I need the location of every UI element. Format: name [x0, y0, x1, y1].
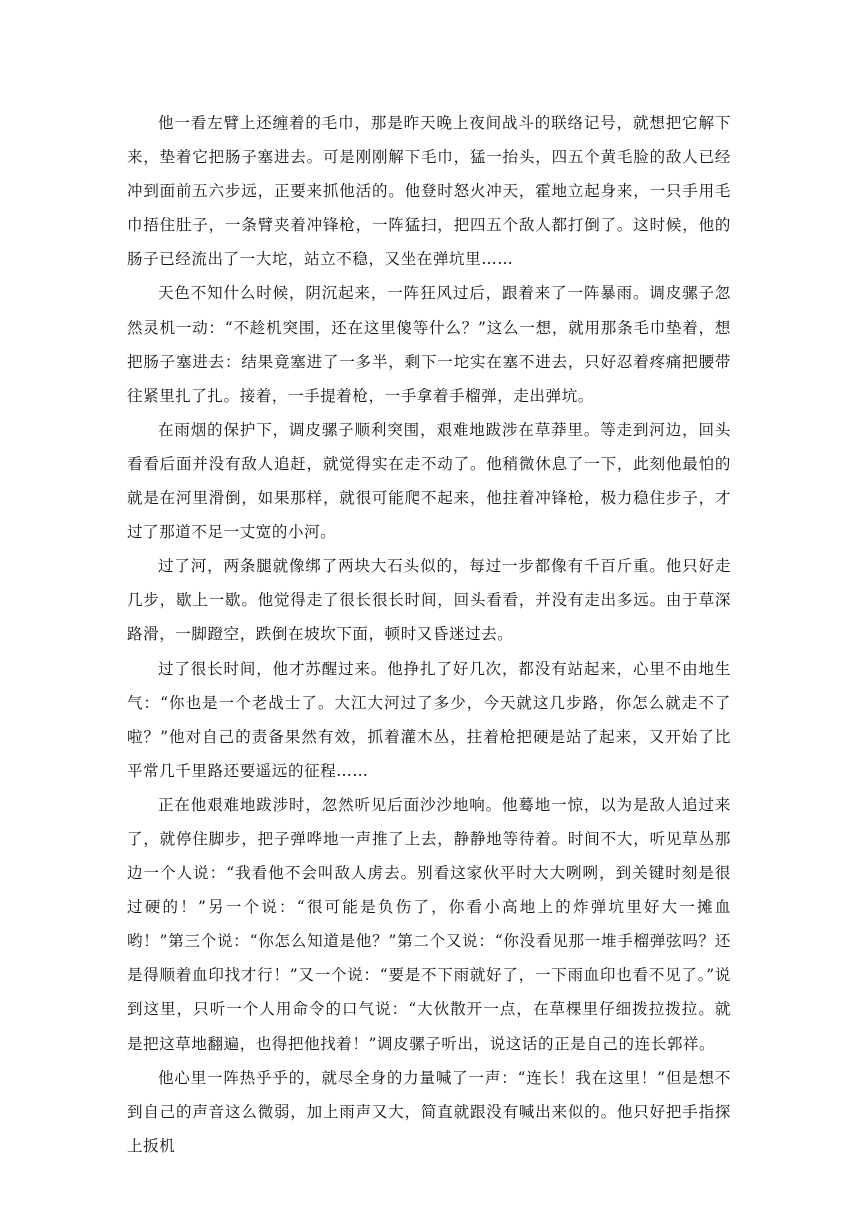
paragraph: 他一看左臂上还缠着的毛巾，那是昨天晚上夜间战斗的联络记号，就想把它解下来，垫着它把肠子塞进去。可是刚刚解下毛巾，猛一抬头，四五个黄毛脸的敌人已经冲到面前五六步远，正要来抓他活的。他登时怒火冲天，霍地立起身来，一只手用毛巾捂住肚子，一条臂夹着冲锋枪，一阵猛扫，把四五个敌人都打倒了。这时候，他的肠子已经流出了一大坨，站立不稳，又坐在弹坑里……	[127, 114, 731, 269]
document-body	[127, 106, 731, 1163]
paragraph: 天色不知什么时候，阴沉起来，一阵狂风过后，跟着来了一阵暴雨。调皮骡子忽然灵机一动：“不趁机突围，还在这里傻等什么？”这么一想，就用那条毛巾垫着，想把肠子塞进去：结果竟塞进了一多半，剩下一坨实在塞不进去，只好忍着疼痛把腰带往紧里扎了扎。接着，一手提着枪，一手拿着手榴弹，走出弹坑。	[127, 284, 731, 405]
paragraph: 在雨烟的保护下，调皮骡子顺利突围，艰难地跋涉在草莽里。等走到河边，回头看看后面并没有敌人追赶，就觉得实在走不动了。他稍微休息了一下，此刻他最怕的就是在河里滑倒，如果那样，就很可能爬不起来，他拄着冲锋枪，极力稳住步子，才过了那道不足一丈宽的小河。	[127, 420, 731, 542]
paragraph: 他心里一阵热乎乎的，就尽全身的力量喊了一声：“连长！我在这里！”但是想不到自己的声音这么微弱，加上雨声又大，简直就跟没有喊出来似的。他只好把手指探上扳机	[127, 1068, 731, 1155]
paragraph: 过了很长时间，他才苏醒过来。他挣扎了好几次，都没有站起来，心里不由地生气：“你也是一个老战士了。大江大河过了多少，今天就这几步路，你怎么就走不了啦？”他对自己的责备果然有效，抓着灌木丛，拄着枪把硬是站了起来，又开始了比平常几千里路还要遥远的征程……	[127, 659, 731, 780]
paragraph: 过了河，两条腿就像绑了两块大石头似的，每过一步都像有千百斤重。他只好走几步，歇上一歇。他觉得走了很长很长时间，回头看看，并没有走出多远。由于草深路滑，一脚蹬空，跌倒在坡坎下面，顿时又昏迷过去。	[127, 557, 731, 644]
paragraph: 正在他艰难地跋涉时，忽然听见后面沙沙地响。他蓦地一惊，以为是敌人追过来了，就停住脚步，把子弹哗地一声推了上去，静静地等待着。时间不大，听见草丛那边一个人说：“我看他不会叫敌人虏去。别看这家伙平时大大咧咧，到关键时刻是很过硬的！”另一个说：“很可能是负伤了，你看小高地上的炸弹坑里好大一摊血哟！”第三个说：“你怎么知道是他？”第二个又说：“你没看见那一堆手榴弹弦吗？还是得顺着血印找才行！”又一个说：“要是不下雨就好了，一下雨血印也看不见了。”说到这里，只听一个人用命令的口气说：“大伙散开一点，在草棵里仔细拨拉拨拉。就是把这草地翻遍，也得把他找着！”调皮骡子听出，说这话的正是自己的连长郭祥。	[127, 795, 731, 1053]
